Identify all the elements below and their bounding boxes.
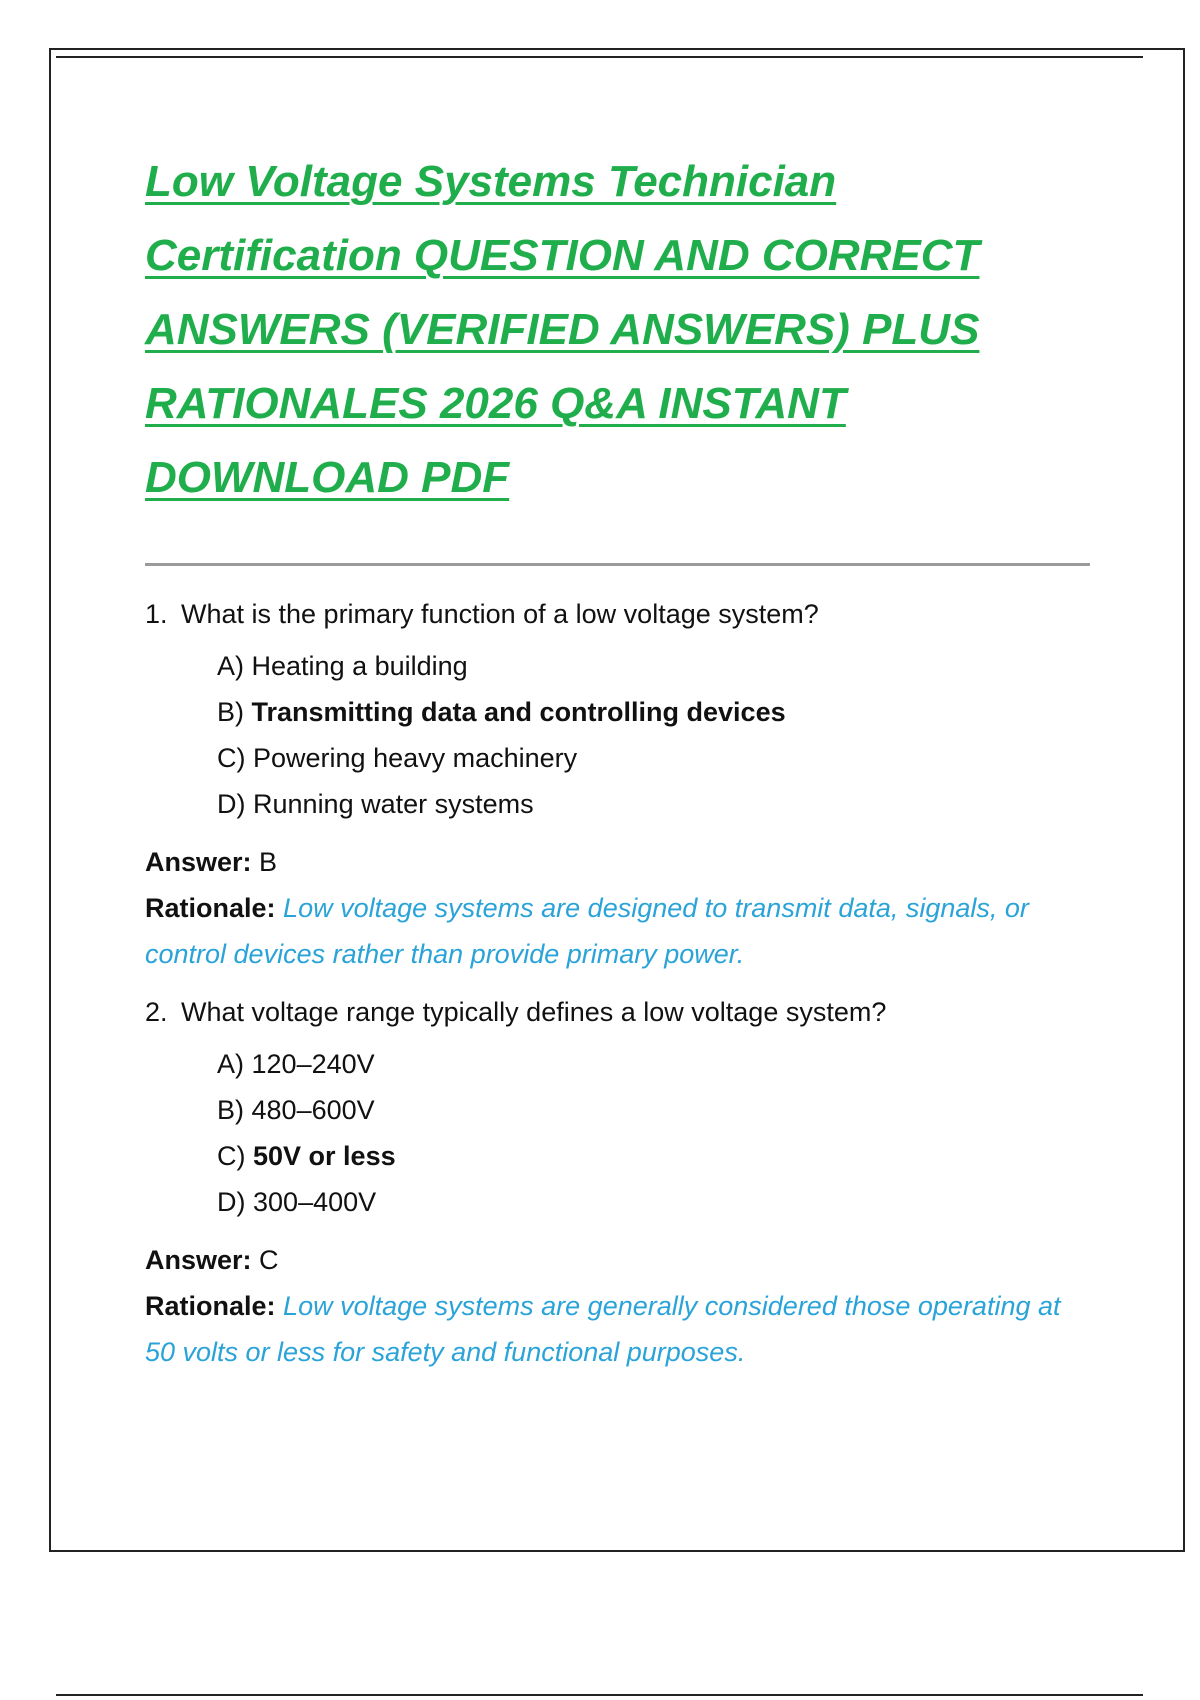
option-b: [217, 689, 1085, 735]
top-rule: [56, 56, 1143, 58]
answer-value: B: [259, 847, 278, 877]
option-letter: D): [217, 789, 246, 819]
rationale-label: Rationale:: [145, 893, 276, 923]
rationale-text: Low voltage systems are designed to transmit data, signals, or control devices rather than provide primary power.: [145, 893, 1029, 969]
answer-label: Answer:: [145, 1245, 252, 1275]
option-text: Heating a building: [251, 651, 468, 681]
option-b: [217, 1087, 1085, 1133]
question-block-2: [145, 992, 1085, 1375]
title-divider: [145, 563, 1090, 566]
options-list: [145, 643, 1085, 827]
answer-label: Answer:: [145, 847, 252, 877]
question-1: [145, 594, 1085, 634]
option-a: [217, 1041, 1085, 1087]
option-letter: A): [217, 1049, 244, 1079]
rationale-text: Low voltage systems are generally considered those operating at 50 volts or less for safety and functional purposes.: [145, 1291, 1061, 1367]
question-number: 1.: [145, 599, 168, 629]
option-text: 480–600V: [251, 1095, 375, 1125]
option-letter: A): [217, 651, 244, 681]
option-letter: B): [217, 1095, 244, 1125]
option-c: [217, 1133, 1085, 1179]
question-text: What is the primary function of a low voltage system?: [181, 599, 819, 629]
option-letter: B): [217, 697, 244, 727]
option-c: [217, 735, 1085, 781]
rationale-line: [145, 885, 1085, 977]
answer-value: C: [259, 1245, 279, 1275]
option-letter: C): [217, 1141, 246, 1171]
option-letter: D): [217, 1187, 246, 1217]
answer-line: [145, 1237, 1085, 1283]
option-a: [217, 643, 1085, 689]
question-number: 2.: [145, 997, 168, 1027]
question-block-1: [145, 594, 1085, 977]
rationale-line: [145, 1283, 1085, 1375]
bottom-rule: [56, 1694, 1143, 1696]
option-text-correct: Transmitting data and controlling devices: [251, 697, 786, 727]
option-d: [217, 781, 1085, 827]
answer-line: [145, 839, 1085, 885]
question-2: [145, 992, 1085, 1032]
option-text: 120–240V: [251, 1049, 375, 1079]
option-d: [217, 1179, 1085, 1225]
option-text-correct: 50V or less: [253, 1141, 396, 1171]
option-text: Powering heavy machinery: [253, 743, 578, 773]
rationale-label: Rationale:: [145, 1291, 276, 1321]
option-letter: C): [217, 743, 246, 773]
option-text: Running water systems: [253, 789, 534, 819]
option-text: 300–400V: [253, 1187, 377, 1217]
question-text: What voltage range typically defines a low voltage system?: [181, 997, 887, 1027]
options-list: [145, 1041, 1085, 1225]
document-title: Low Voltage Systems Technician Certification QUESTION AND CORRECT ANSWERS (VERIFIED ANSWERS) PLUS RATIONALES 2026 Q&A INSTANT DOWNLOAD PDF: [145, 157, 980, 502]
